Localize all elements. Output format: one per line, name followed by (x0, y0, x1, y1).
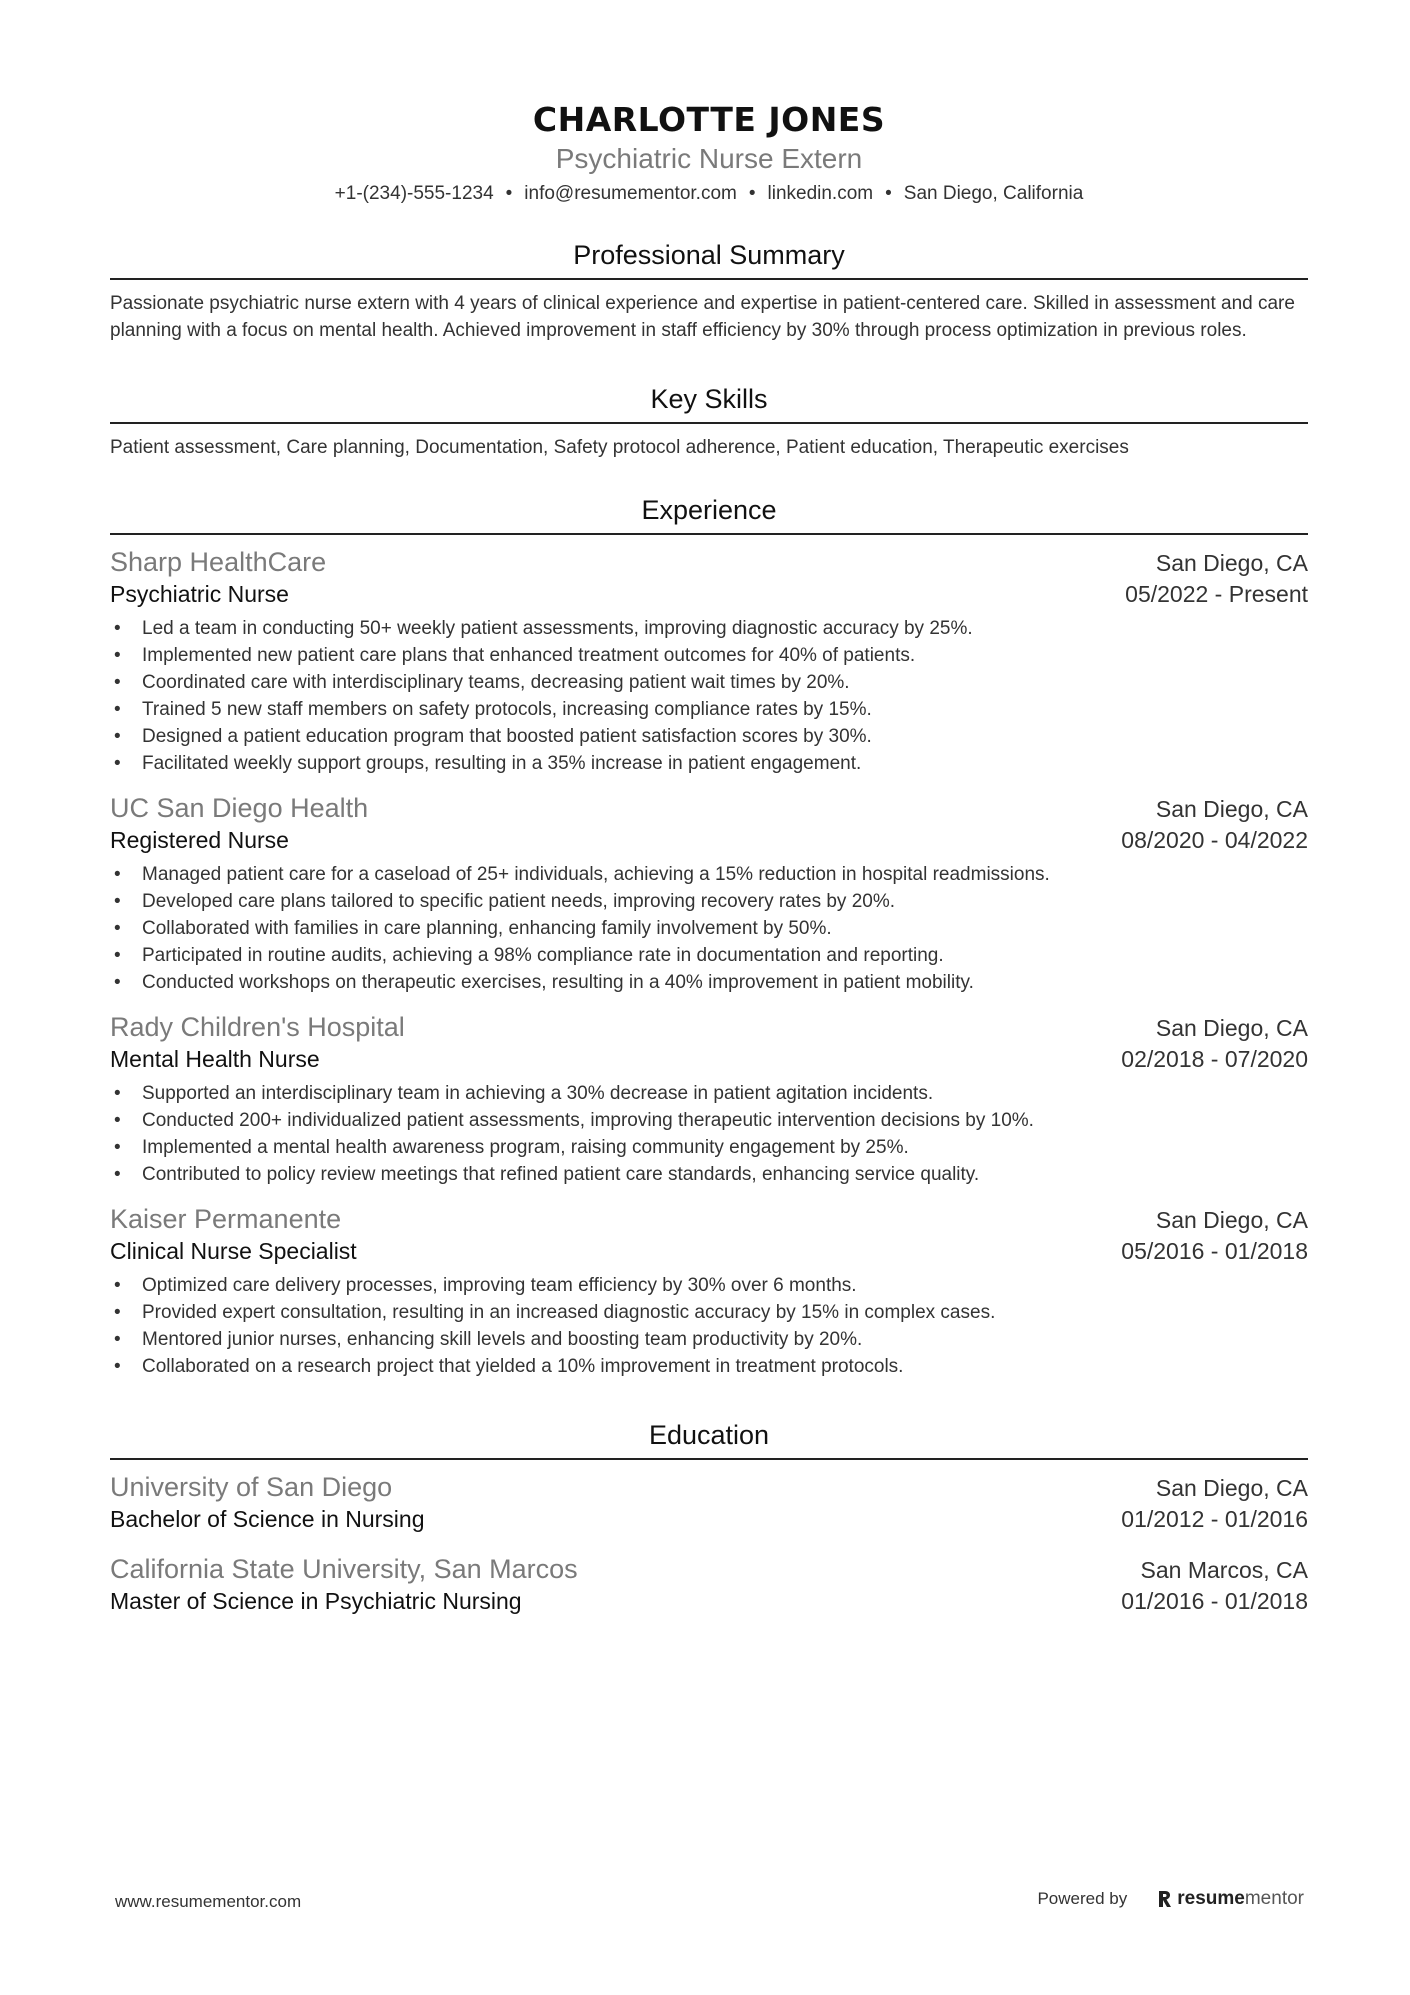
job-bullets (110, 1080, 1308, 1188)
education-dates: 01/2016 - 01/2018 (1121, 1588, 1308, 1614)
education-section (110, 1418, 1308, 1616)
job-bullet: • Designed a patient education program that boosted patient satisfaction scores by 30%. (142, 723, 1308, 750)
job-entry (110, 1010, 1308, 1188)
job-bullet: • Conducted workshops on therapeutic exercises, resulting in a 40% improvement in patient mobility. (142, 969, 1308, 996)
job-bullet: • Implemented a mental health awareness program, raising community engagement by 25%. (142, 1134, 1308, 1161)
job-location: San Diego, CA (1155, 796, 1308, 822)
brand-text-resume: resume (1177, 1888, 1245, 1909)
job-position: Mental Health Nurse (110, 1046, 320, 1072)
summary-text: Passionate psychiatric nurse extern with 4 years of clinical experience and expertise in patient-centered care. Skilled in assessment and care planning with a focus on mental health. Achieved improvement in staff efficiency by 30% through process optimization in previous roles. (110, 293, 1295, 341)
job-bullet: • Collaborated with families in care planning, enhancing family involvement by 50%. (142, 915, 1308, 942)
contact-linkedin[interactable]: linkedin.com (767, 183, 874, 204)
experience-heading: Experience (110, 493, 1308, 535)
brand-text-mentor: mentor (1244, 1888, 1304, 1909)
candidate-title: Psychiatric Nurse Extern (555, 143, 863, 174)
candidate-name: CHARLOTTE JONES (532, 100, 886, 139)
job-location: San Diego, CA (1155, 550, 1308, 576)
job-bullets (110, 615, 1308, 777)
resumementor-logo-icon (1157, 1889, 1173, 1909)
powered-by-label: Powered by (1037, 1889, 1128, 1908)
job-bullet: • Mentored junior nurses, enhancing skill levels and boosting team productivity by 20%. (142, 1326, 1308, 1353)
job-bullet: • Led a team in conducting 50+ weekly patient assessments, improving diagnostic accuracy by 25%. (142, 615, 1308, 642)
job-entry (110, 1202, 1308, 1380)
bullet-separator: • (748, 183, 756, 204)
education-entry (110, 1470, 1308, 1534)
job-bullet: • Provided expert consultation, resulting in an increased diagnostic accuracy by 15% in complex cases. (142, 1299, 1308, 1326)
job-location: San Diego, CA (1155, 1207, 1308, 1233)
contact-email[interactable]: info@resumementor.com (524, 183, 737, 204)
job-bullet: • Developed care plans tailored to specific patient needs, improving recovery rates by 20%. (142, 888, 1308, 915)
experience-section (110, 493, 1308, 1380)
job-position: Registered Nurse (110, 827, 289, 853)
job-dates: 02/2018 - 07/2020 (1121, 1046, 1308, 1072)
job-position: Clinical Nurse Specialist (110, 1238, 357, 1264)
job-bullet: • Collaborated on a research project that yielded a 10% improvement in treatment protocols. (142, 1353, 1308, 1380)
job-dates: 05/2016 - 01/2018 (1121, 1238, 1308, 1264)
job-bullet: • Conducted 200+ individualized patient assessments, improving therapeutic intervention decisions by 10%. (142, 1107, 1308, 1134)
job-bullets (110, 861, 1308, 996)
school-name: California State University, San Marcos (110, 1554, 578, 1584)
contact-line (110, 182, 1308, 206)
job-entry (110, 791, 1308, 996)
bullet-separator: • (885, 183, 892, 204)
degree-name: Master of Science in Psychiatric Nursing (110, 1588, 522, 1614)
job-bullet: • Facilitated weekly support groups, resulting in a 35% increase in patient engagement. (142, 750, 1308, 777)
job-entry (110, 545, 1308, 777)
job-dates: 08/2020 - 04/2022 (1121, 827, 1308, 853)
job-company: Rady Children's Hospital (110, 1012, 405, 1042)
summary-heading: Professional Summary (110, 238, 1308, 280)
job-location: San Diego, CA (1155, 1015, 1308, 1041)
job-bullet: • Contributed to policy review meetings that refined patient care standards, enhancing service quality. (142, 1161, 1308, 1188)
bullet-separator: • (505, 183, 513, 204)
job-bullet: • Supported an interdisciplinary team in achieving a 30% decrease in patient agitation incidents. (142, 1080, 1308, 1107)
school-name: University of San Diego (110, 1472, 393, 1502)
job-position: Psychiatric Nurse (110, 581, 289, 607)
footer-website[interactable]: www.resumementor.com (115, 1892, 302, 1911)
resume-header (110, 0, 1308, 206)
school-location: San Marcos, CA (1140, 1557, 1308, 1583)
education-dates: 01/2012 - 01/2016 (1121, 1506, 1308, 1532)
job-company: UC San Diego Health (110, 793, 369, 823)
skills-text: Patient assessment, Care planning, Documentation, Safety protocol adherence, Patient education, Therapeutic exercises (110, 437, 1129, 458)
job-bullet: • Optimized care delivery processes, improving team efficiency by 30% over 6 months. (142, 1272, 1308, 1299)
degree-name: Bachelor of Science in Nursing (110, 1506, 425, 1532)
contact-location: San Diego, California (903, 183, 1084, 204)
job-company: Sharp HealthCare (110, 547, 327, 577)
skills-section (110, 382, 1308, 461)
education-entry (110, 1552, 1308, 1616)
resumementor-logo[interactable] (1157, 1888, 1304, 1910)
footer-branding (1037, 1888, 1304, 1910)
job-bullets (110, 1272, 1308, 1380)
job-bullet: • Managed patient care for a caseload of 25+ individuals, achieving a 15% reduction in hospital readmissions. (142, 861, 1308, 888)
summary-section (110, 238, 1308, 344)
contact-phone: +1-(234)-555-1234 (334, 183, 494, 204)
job-bullet: • Participated in routine audits, achieving a 98% compliance rate in documentation and reporting. (142, 942, 1308, 969)
school-location: San Diego, CA (1155, 1475, 1308, 1501)
skills-heading: Key Skills (110, 382, 1308, 424)
job-dates: 05/2022 - Present (1125, 581, 1308, 607)
job-company: Kaiser Permanente (110, 1204, 342, 1234)
job-bullet: • Trained 5 new staff members on safety protocols, increasing compliance rates by 15%. (142, 696, 1308, 723)
job-bullet: • Coordinated care with interdisciplinary teams, decreasing patient wait times by 20%. (142, 669, 1308, 696)
resume-page (110, 0, 1308, 1616)
job-bullet: • Implemented new patient care plans that enhanced treatment outcomes for 40% of patients. (142, 642, 1308, 669)
education-heading: Education (110, 1418, 1308, 1460)
